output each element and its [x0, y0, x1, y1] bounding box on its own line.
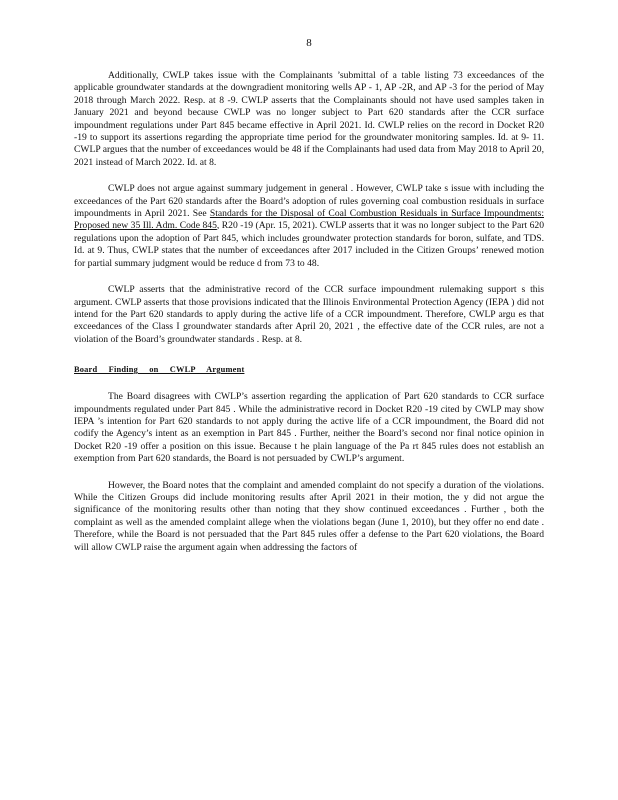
- paragraph-board-notes: However, the Board notes that the complaint and amended complaint do not specify a duration of the violations. While the Citizen Groups did include monitoring results after April 2021 in their motion, the y did not argue the significance of the monitoring results other than noting that they show continued exceedances . Further , both the complaint as well as the amended complaint allege when the violations began (June 1, 2010), but they offer no end date . Therefore, while the Board is not persuaded that the Part 845 rules offer a defense to the Part 620 violations, the Board will allow CWLP raise the argument again when addressing the factors of: [74, 479, 544, 553]
- section-heading: Board Finding on CWLP Argument: [74, 365, 245, 375]
- document-body: [74, 70, 544, 554]
- case-citation: Standards for the Disposal of Coal Combustion Residuals in Surface Impoundments: Proposed new 35 Ill. Adm. Code 845: [74, 208, 544, 232]
- section-heading-wrapper: [74, 359, 544, 377]
- paragraph-administrative-record: CWLP asserts that the administrative record of the CCR surface impoundment rulemaking support s this argument. CWLP asserts that those provisions indicated that the Illinois Environmental Protection Agency (IEPA ) did not intend for the Part 620 standards to apply during the active life of a CCR impoundment. Therefore, CWLP argu es that exceedances of the Class I groundwater standards after April 20, 2021 , the effective date of the CCR rules, are not a violation of the Board’s groundwater standards . Resp. at 8.: [74, 284, 544, 345]
- paragraph-table-of-exceedances: Additionally, CWLP takes issue with the Complainants ’submittal of a table listing 73 exceedances of the applicable groundwater standards at the downgradient monitoring wells AP - 1, AP -2R, and AP -3 for the period of May 2018 through March 2022. Resp. at 8 -9. CWLP asserts that the Complainants should not have used samples taken in January 2021 and beyond because CWLP was no longer subject to Part 620 standards after the CCR surface impoundment regulations under Part 845 became effective in April 2021. Id. CWLP relies on the record in Docket R20 -19 to support its assertions regarding the appropriate time period for the groundwater monitoring samples. Id. at 9- 11. CWLP argues that the number of exceedances would be 48 if the Complainants had used data from May 2018 to April 20, 2021 instead of March 2022. Id. at 8.: [74, 70, 544, 168]
- paragraph-summary-judgement: [74, 183, 544, 270]
- paragraph-text: , R20 -19 (Apr. 15, 2021). CWLP asserts that it was no longer subject to the Part 620 regulations upon the adoption of Part 845, which includes groundwater protection standards for boron, sulfate, and TDS. Id. at 9. Thus, CWLP states that the number of exceedances after 2017 included in the Citizen Groups’ renewed motion for partial summary judgment would be reduce d from 73 to 48.: [74, 220, 544, 269]
- paragraph-text: CWLP does not argue against summary judgement in general . However, CWLP take s issue with including the exceedances of the Part 620 standards after the Board’s adoption of rules governing coal combustion residuals in surface impoundments in April 2021. See: [74, 183, 544, 220]
- page-number: 8: [306, 37, 312, 49]
- paragraph-board-disagrees: The Board disagrees with CWLP’s assertion regarding the application of Part 620 standards to CCR surface impoundments regulated under Part 845 . While the administrative record in Docket R20 -19 cited by CWLP may show IEPA ’s intention for Part 620 standards to not apply during the active life of a CCR impoundment, the Board did not codify the Agency’s intent as an exemption in Part 845 . Further, neither the Board’s second nor final notice opinion in Docket R20 -19 offer a position on this issue. Because t he plain language of the Pa rt 845 rules does not establish an exemption from Part 620 standards, the Board is not persuaded by CWLP’s argument.: [74, 391, 544, 465]
